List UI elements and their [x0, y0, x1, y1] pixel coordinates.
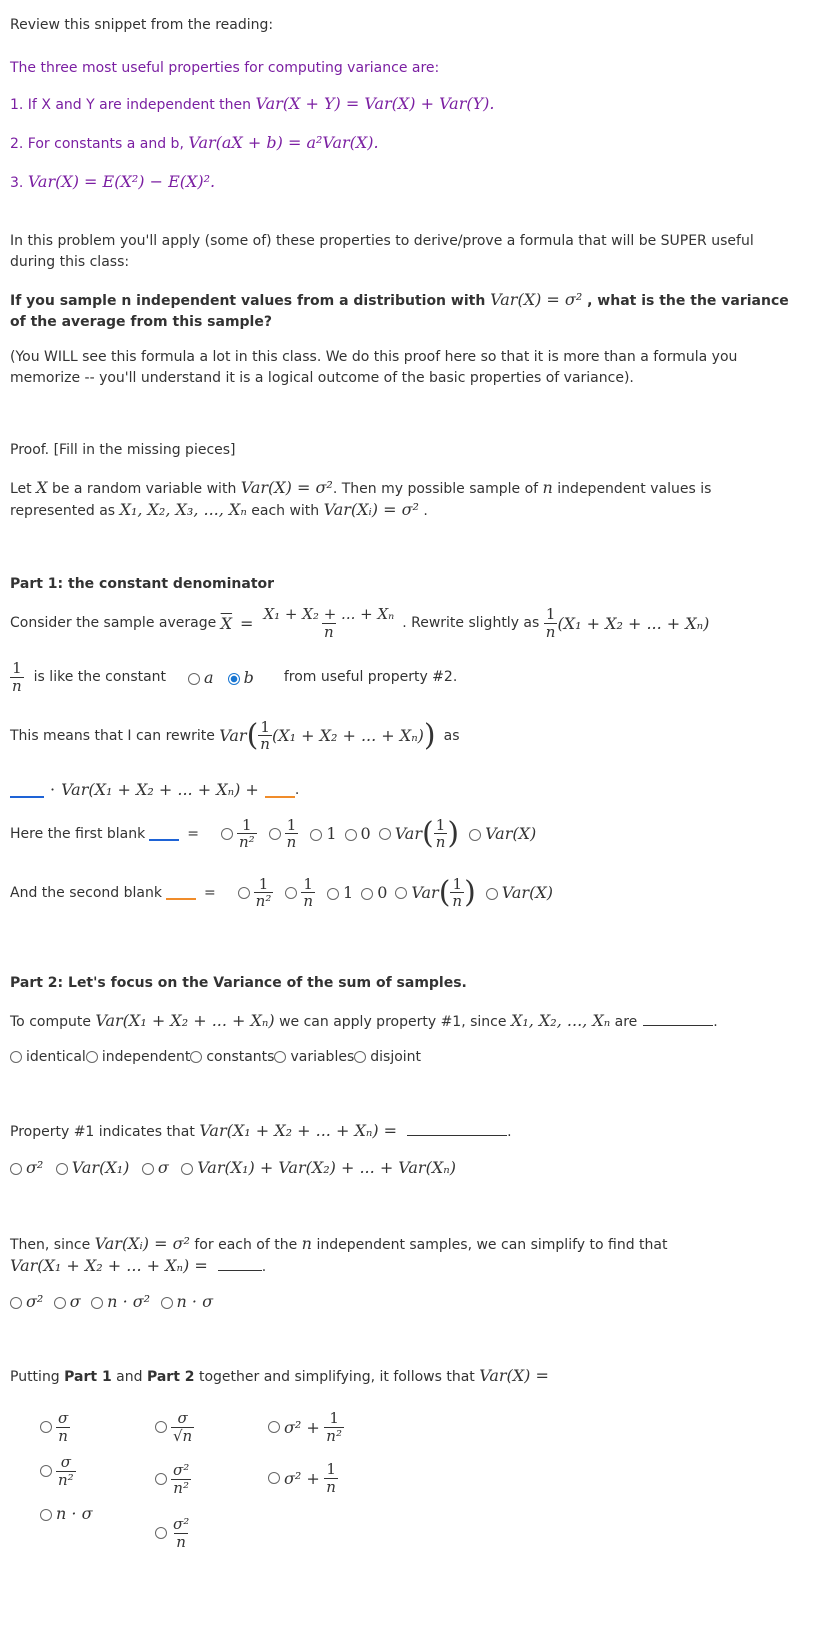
choice-sum-vars[interactable]: Var(X₁) + Var(X₂) + ... + Var(Xₙ) [181, 1161, 456, 1177]
sample-average-line: Consider the sample average $\overline{X}$ = $\frac{\text{X₁ + X₂ + ... + Xₙ}}{n}$ . Rewrite slightly as $\frac{1}{n}$ (X₁ + X₂ + ... + Xₙ) [10, 605, 710, 641]
radio[interactable] [142, 1163, 154, 1175]
radio[interactable] [379, 828, 391, 840]
second-opt-1-over-n2[interactable]: $\frac{1}{\text{n²}}$ [238, 876, 274, 910]
property1-line: Property #1 indicates that Var(X₁ + X₂ + ... + Xₙ) = . [10, 1121, 512, 1140]
radio-a[interactable] [188, 673, 200, 685]
property-1: 1. If X and Y are independent then Var(X + Y) = Var(X) + Var(Y). [10, 94, 495, 113]
radio[interactable] [40, 1421, 52, 1433]
second-opt-1[interactable]: 1 [327, 883, 353, 902]
snippet-heading: The three most useful properties for computing variance are: [10, 60, 440, 76]
radio[interactable] [269, 828, 281, 840]
are-blank [643, 1025, 713, 1026]
proof-title: Proof. [Fill in the missing pieces] [10, 442, 236, 458]
choice-sigma[interactable]: σ [142, 1161, 169, 1177]
final-opt-sigma2-plus-1-over-n2[interactable]: σ² + $\frac{1}{\text{n²}}$ [268, 1410, 344, 1444]
choice-sigma2[interactable]: σ² [10, 1295, 43, 1311]
compute-line: To compute Var(X₁ + X₂ + ... + Xₙ) we can apply property #1, since X₁, X₂, ..., Xₙ are . [10, 1011, 718, 1030]
choice-n-sigma2[interactable]: n · σ² [91, 1295, 150, 1311]
choice-identical[interactable]: identical [10, 1049, 86, 1065]
simplify-blank [218, 1270, 262, 1271]
final-line: Putting Part 1 and Part 2 together and simplifying, it follows that Var(X) = [10, 1366, 549, 1385]
radio[interactable] [181, 1163, 193, 1175]
choice-sigma2[interactable]: σ² [10, 1161, 43, 1177]
radio[interactable] [56, 1163, 68, 1175]
choice-var-x1[interactable]: Var(X₁) [56, 1161, 130, 1177]
rewrite-line: This means that I can rewrite Var ( $\frac{1}{n}$ (X₁ + X₂ + ... + Xₙ) ) as [10, 717, 460, 753]
radio[interactable] [486, 888, 498, 900]
choice-variables[interactable]: variables [274, 1049, 354, 1065]
radio[interactable] [155, 1527, 167, 1539]
property-3: 3. Var(X) = E(X²) − E(X)². [10, 172, 216, 191]
radio[interactable] [91, 1297, 103, 1309]
radio[interactable] [40, 1465, 52, 1477]
question-line-1: If you sample n independent values from a distribution with Var(X) = σ² , what is the the variance [10, 290, 789, 309]
radio[interactable] [274, 1051, 286, 1063]
first-blank [10, 782, 44, 798]
radio[interactable] [161, 1297, 173, 1309]
first-opt-1[interactable]: 1 [310, 824, 336, 843]
radio[interactable] [238, 887, 250, 899]
radio[interactable] [361, 888, 373, 900]
radio[interactable] [327, 888, 339, 900]
final-opt-sigma-over-n2[interactable]: $\frac{\sigma}{\text{n²}}$ [40, 1454, 76, 1488]
radio[interactable] [40, 1509, 52, 1521]
second-opt-var-x[interactable]: Var(X) [486, 883, 553, 902]
radio[interactable] [10, 1051, 22, 1063]
proof-line-1: Let X be a random variable with Var(X) = σ². Then my possible sample of n independent values is [10, 478, 712, 497]
first-opt-1-over-n[interactable]: $\frac{1}{n}$ [269, 817, 299, 851]
problem-line-2: during this class: [10, 254, 130, 270]
radio[interactable] [345, 829, 357, 841]
choice-independent[interactable]: independent [86, 1049, 191, 1065]
radio[interactable] [86, 1051, 98, 1063]
first-opt-0[interactable]: 0 [345, 824, 371, 843]
second-blank [265, 782, 295, 798]
choice-constants[interactable]: constants [190, 1049, 274, 1065]
option-b[interactable]: b [228, 668, 254, 687]
problem-line-1: In this problem you'll apply (some of) these properties to derive/prove a formula that will be SUPER useful [10, 233, 754, 249]
radio[interactable] [221, 828, 233, 840]
radio[interactable] [190, 1051, 202, 1063]
final-opt-sigma2-over-n[interactable]: $\frac{\text{σ²}}{n}$ [155, 1516, 191, 1550]
first-opt-var-1-over-n[interactable]: Var ( $\frac{1}{n}$ ) [379, 816, 459, 851]
radio-b-selected[interactable] [228, 673, 240, 685]
radio[interactable] [268, 1421, 280, 1433]
radio[interactable] [10, 1163, 22, 1175]
radio[interactable] [354, 1051, 366, 1063]
second-opt-0[interactable]: 0 [361, 883, 387, 902]
note-line-1: (You WILL see this formula a lot in this class. We do this proof here so that it is more than a formula you [10, 349, 738, 365]
second-opt-1-over-n[interactable]: $\frac{1}{n}$ [285, 876, 315, 910]
property-2: 2. For constants a and b, Var(aX + b) = a²Var(X). [10, 133, 379, 152]
first-opt-var-x[interactable]: Var(X) [469, 824, 536, 843]
second-opt-var-1-over-n[interactable]: Var ( $\frac{1}{n}$ ) [395, 875, 475, 910]
radio[interactable] [10, 1297, 22, 1309]
note-line-2: memorize -- you'll understand it is a logical outcome of the basic properties of variance). [10, 370, 634, 386]
part2-title: Part 2: Let's focus on the Variance of the sum of samples. [10, 975, 467, 991]
final-opt-n-sigma[interactable]: n · σ [40, 1504, 92, 1523]
radio[interactable] [285, 887, 297, 899]
first-blank-row: Here the first blank = $\frac{1}{\text{n²}}$ $\frac{1}{n}$ 1 0 Var ( $\frac{1}{n}$ ) Var(X) [10, 815, 537, 851]
first-opt-1-over-n2[interactable]: $\frac{1}{\text{n²}}$ [221, 817, 257, 851]
choices1-row [10, 1049, 421, 1065]
radio[interactable] [395, 887, 407, 899]
intro-text: Review this snippet from the reading: [10, 17, 274, 33]
final-opt-sigma-over-n[interactable]: $\frac{\sigma}{n}$ [40, 1410, 70, 1444]
part1-title: Part 1: the constant denominator [10, 576, 275, 592]
proof-line-2: represented as X₁, X₂, X₃, ..., Xₙ each with Var(Xᵢ) = σ² . [10, 500, 428, 519]
radio[interactable] [310, 829, 322, 841]
choices2-row [10, 1158, 456, 1177]
choice-sigma[interactable]: σ [54, 1295, 81, 1311]
rewrite-result: · Var(X₁ + X₂ + ... + Xₙ) + . [10, 780, 299, 799]
property1-blank [407, 1135, 507, 1136]
constant-question: $\frac{1}{n}$ is like the constant a b from useful property #2. [12, 659, 458, 695]
radio[interactable] [469, 829, 481, 841]
final-opt-sigma2-plus-1-over-n[interactable]: σ² + $\frac{1}{n}$ [268, 1461, 338, 1495]
radio[interactable] [155, 1421, 167, 1433]
option-a[interactable]: a [188, 668, 214, 687]
final-opt-sigma2-over-n2[interactable]: $\frac{\text{σ²}}{\text{n²}}$ [155, 1462, 191, 1496]
choice-n-sigma[interactable]: n · σ [161, 1295, 213, 1311]
radio[interactable] [155, 1473, 167, 1485]
final-opt-sigma-over-sqrtn[interactable]: $\frac{\sigma}{√n}$ [155, 1410, 194, 1444]
radio[interactable] [268, 1472, 280, 1484]
choice-disjoint[interactable]: disjoint [354, 1049, 421, 1065]
second-blank-row: And the second blank = $\frac{1}{\text{n²}}$ $\frac{1}{n}$ 1 0 Var ( $\frac{1}{n}$ ) Var(X) [10, 874, 553, 910]
choices3-row [10, 1292, 213, 1311]
then-line-1: Then, since Var(Xᵢ) = σ² for each of the n independent samples, we can simplify to find that [10, 1234, 668, 1253]
then-line-2: Var(X₁ + X₂ + ... + Xₙ) = . [10, 1256, 267, 1275]
question-line-2: of the average from this sample? [10, 314, 272, 330]
radio[interactable] [54, 1297, 66, 1309]
